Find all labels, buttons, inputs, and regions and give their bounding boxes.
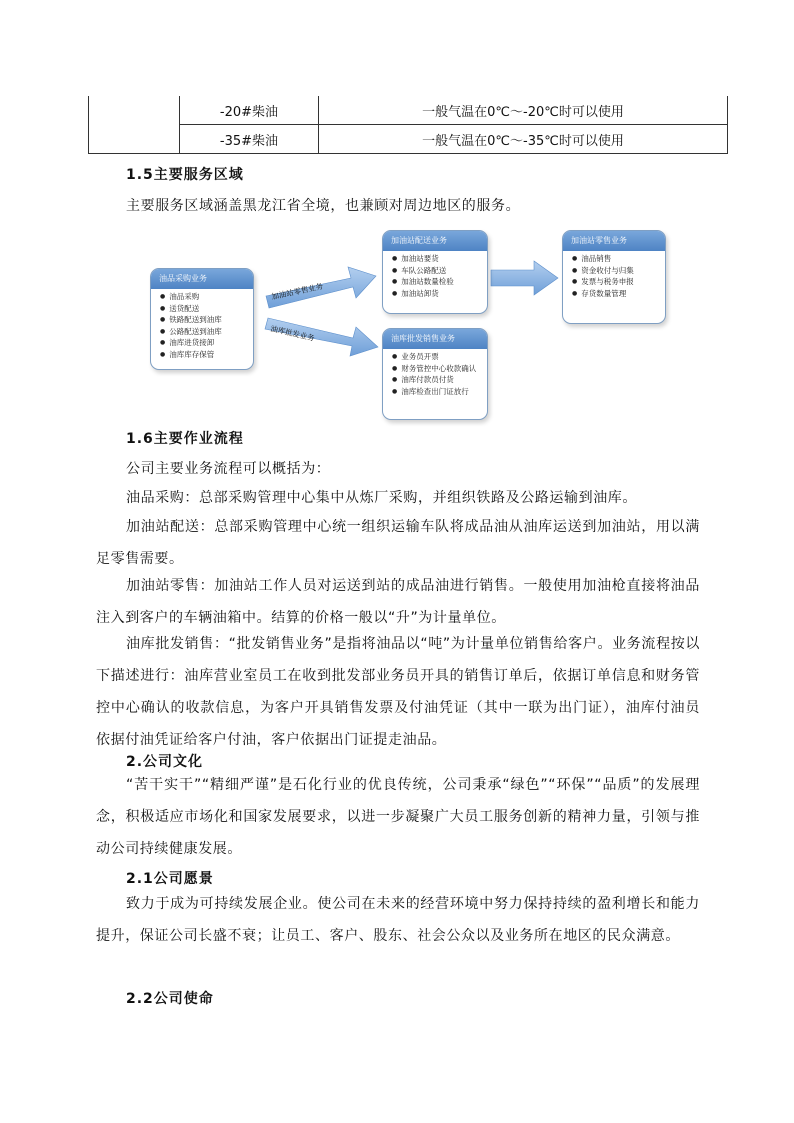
- list-item: ● 资金收付与归集: [572, 266, 665, 278]
- table-cell-grade: -35#柴油: [180, 125, 319, 154]
- section-heading-2-1: 2.1公司愿景: [126, 871, 214, 887]
- section-heading-2: 2.公司文化: [126, 754, 204, 770]
- table-cell-grade: -20#柴油: [180, 96, 319, 125]
- list-item: ● 送货配送: [160, 304, 253, 316]
- list-item: ● 加油站要货: [392, 254, 487, 266]
- list-item: ● 铁路配送到油库: [160, 315, 253, 327]
- fuel-grade-table: [88, 96, 728, 154]
- box-title: 油品采购业务: [151, 269, 253, 289]
- section-heading-1-6: 1.6主要作业流程: [126, 431, 244, 447]
- paragraph-depot-wholesale: 油库批发销售：“批发销售业务”是指将油品以“吨”为计量单位销售给客户。业务流程按以下描述进行：油库营业室员工在收到批发部业务员开具的销售订单后，依据订单信息和财务管控中心确认的收款信息，为客户开具销售发票及付油凭证（其中一联为出门证），油库付油员依据付油凭证给客户付油，客户依据出门证提走油品。: [96, 636, 700, 748]
- list-item: ● 油库检查出门证放行: [392, 387, 487, 399]
- list-item: ● 存货数量管理: [572, 289, 665, 301]
- business-flow-diagram: [148, 228, 668, 428]
- list-item: ● 财务管控中心收款确认: [392, 364, 487, 376]
- arrow-label-upper: 加油站零售业务: [270, 281, 324, 302]
- box-retail: [562, 230, 666, 324]
- paragraph-procurement: 油品采购：总部采购管理中心集中从炼厂采购，并组织铁路及公路运输到油库。: [126, 490, 637, 506]
- box-title: 加油站配送业务: [383, 231, 487, 251]
- section-text-intro: 公司主要业务流程可以概括为：: [126, 461, 331, 477]
- table-cell-usage: 一般气温在0℃～-35℃时可以使用: [319, 125, 728, 154]
- box-wholesale: [382, 328, 488, 420]
- table-cell-usage: 一般气温在0℃～-20℃时可以使用: [319, 96, 728, 125]
- table-row: [89, 96, 728, 125]
- list-item: ● 车队公路配送: [392, 266, 487, 278]
- section-heading-2-2: 2.2公司使命: [126, 991, 214, 1007]
- box-title: 加油站零售业务: [563, 231, 665, 251]
- arrow-to-retail: [491, 261, 558, 295]
- list-item: ● 发票与税务申报: [572, 277, 665, 289]
- list-item: ● 公路配送到油库: [160, 327, 253, 339]
- section-text-2-1: 致力于成为可持续发展企业。使公司在未来的经营环境中努力保持持续的盈利增长和能力提升，保证公司长盛不衰；让员工、客户、股东、社会公众以及业务所在地区的民众满意。: [96, 896, 700, 944]
- list-item: ● 业务员开票: [392, 352, 487, 364]
- arrow-to-wholesale: [265, 318, 378, 356]
- paragraph-station-retail: 加油站零售：加油站工作人员对运送到站的成品油进行销售。一般使用加油枪直接将油品注入到客户的车辆油箱中。结算的价格一般以“升”为计量单位。: [96, 578, 700, 626]
- paragraph-station-delivery: 加油站配送：总部采购管理中心统一组织运输车队将成品油从油库运送到加油站，用以满足零售需要。: [96, 519, 700, 567]
- section-heading-1-5: 1.5主要服务区域: [126, 167, 244, 183]
- list-item: ● 油品采购: [160, 292, 253, 304]
- box-procurement: [150, 268, 254, 370]
- list-item: ● 加油站数量检验: [392, 277, 487, 289]
- section-text-1-5: 主要服务区域涵盖黑龙江省全境，也兼顾对周边地区的服务。: [126, 198, 521, 214]
- table-row: [89, 125, 728, 154]
- list-item: ● 加油站卸货: [392, 289, 487, 301]
- arrow-label-lower: 油库批发业务: [269, 324, 316, 343]
- section-text-2: “苦干实干”“精细严谨”是石化行业的优良传统，公司秉承“绿色”“环保”“品质”的发展理念，积极适应市场化和国家发展要求，以进一步凝聚广大员工服务创新的精神力量，引领与推动公司持续健康发展。: [96, 777, 700, 857]
- list-item: ● 油品销售: [572, 254, 665, 266]
- box-station-delivery: [382, 230, 488, 314]
- table-cell-empty: [89, 96, 180, 154]
- box-title: 油库批发销售业务: [383, 329, 487, 349]
- list-item: ● 油库付款员付货: [392, 375, 487, 387]
- list-item: ● 油库进货接卸: [160, 338, 253, 350]
- list-item: ● 油库库存保管: [160, 350, 253, 362]
